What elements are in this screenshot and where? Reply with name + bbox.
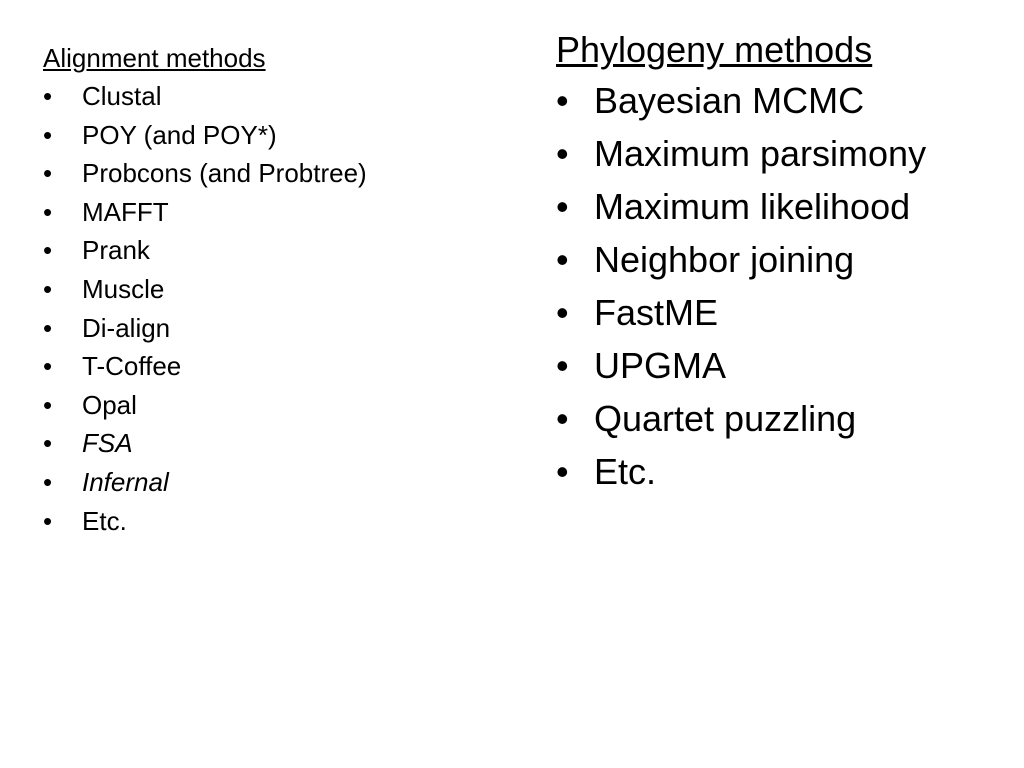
bullet-icon: • [43, 196, 53, 227]
bullet-icon: • [43, 158, 53, 189]
phylogeny-methods-column [556, 26, 1016, 498]
list-item-label: Clustal [82, 81, 162, 111]
phylogeny-methods-list [556, 74, 1016, 498]
list-item-label: Di-align [82, 312, 171, 343]
bullet-icon: • [43, 351, 53, 382]
list-item [556, 392, 1016, 445]
list-item-label: Etc. [82, 505, 127, 536]
list-item-label: Prank [82, 235, 150, 266]
list-item-label: Neighbor joining [594, 239, 855, 280]
list-item [556, 339, 1016, 392]
list-item [43, 502, 503, 541]
list-item [43, 193, 503, 232]
list-item [43, 270, 503, 309]
list-item-label: Muscle [82, 273, 165, 304]
bullet-icon: • [556, 345, 569, 386]
bullet-icon: • [43, 235, 53, 266]
bullet-icon: • [43, 466, 53, 497]
bullet-icon: • [556, 398, 569, 439]
phylogeny-methods-heading: Phylogeny methods [556, 29, 873, 70]
bullet-icon: • [43, 81, 53, 111]
bullet-icon: • [43, 273, 53, 304]
list-item-label: Infernal [82, 466, 169, 497]
list-item-label: Opal [82, 389, 137, 420]
list-item [43, 154, 503, 193]
list-item [43, 77, 503, 116]
list-item [43, 116, 503, 155]
list-item [43, 231, 503, 270]
alignment-methods-heading: Alignment methods [43, 43, 266, 73]
bullet-icon: • [556, 239, 569, 280]
bullet-icon: • [556, 451, 569, 492]
list-item-label: Maximum likelihood [594, 186, 911, 227]
list-item-label: T-Coffee [82, 351, 182, 382]
list-item-label: Maximum parsimony [594, 133, 927, 174]
list-item-label: Probcons (and Probtree) [82, 158, 367, 189]
list-item [556, 233, 1016, 286]
list-item [556, 74, 1016, 127]
list-item-label: Bayesian MCMC [594, 80, 865, 121]
list-item-label: POY (and POY*) [82, 119, 277, 150]
list-item [43, 309, 503, 348]
list-item-label: UPGMA [594, 345, 727, 386]
list-item [556, 286, 1016, 339]
list-item [556, 127, 1016, 180]
list-item-label: MAFFT [82, 196, 169, 227]
bullet-icon: • [43, 428, 53, 459]
list-item [43, 347, 503, 386]
bullet-icon: • [43, 389, 53, 420]
alignment-methods-list [43, 77, 503, 540]
list-item-label: FastME [594, 292, 719, 333]
list-item-label: FSA [82, 428, 133, 459]
bullet-icon: • [556, 186, 569, 227]
list-item-label: Quartet puzzling [594, 398, 857, 439]
alignment-methods-column [43, 39, 503, 540]
bullet-icon: • [556, 133, 569, 174]
list-item [556, 445, 1016, 498]
list-item [556, 180, 1016, 233]
bullet-icon: • [556, 292, 569, 333]
list-item [43, 386, 503, 425]
bullet-icon: • [556, 80, 569, 121]
list-item-label: Etc. [594, 451, 657, 492]
bullet-icon: • [43, 119, 53, 150]
list-item [43, 424, 503, 463]
bullet-icon: • [43, 312, 53, 343]
bullet-icon: • [43, 505, 53, 536]
list-item [43, 463, 503, 502]
